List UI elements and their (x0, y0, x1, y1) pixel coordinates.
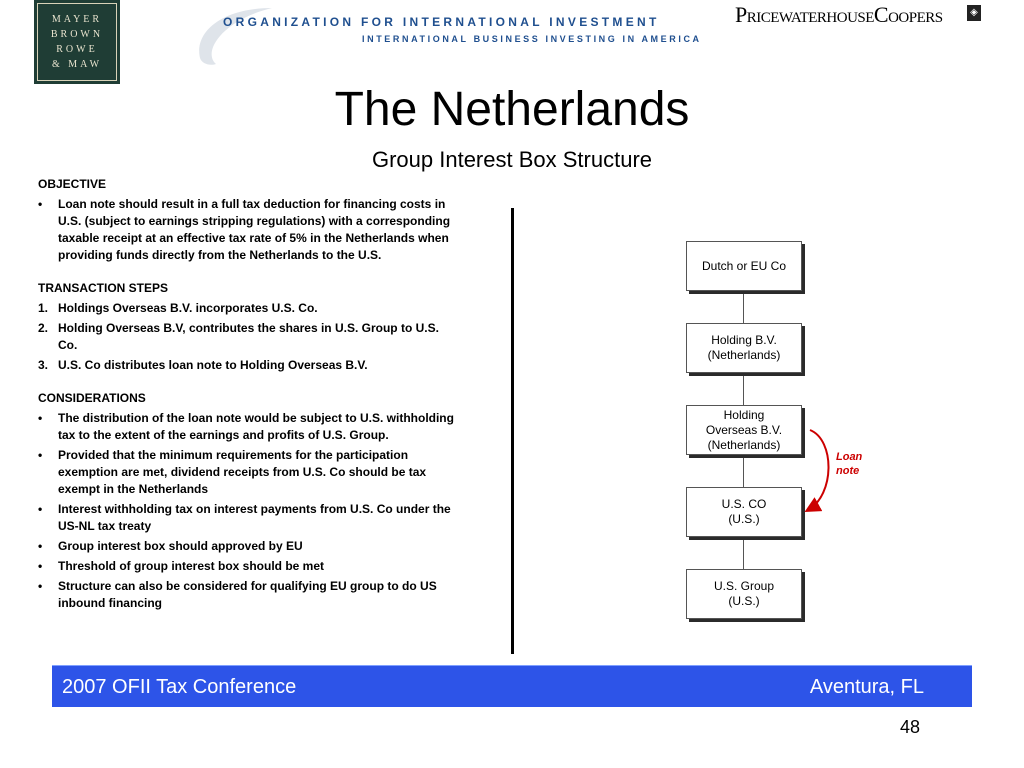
entity-box-us-co: U.S. CO (U.S.) (686, 487, 802, 537)
list-item: • Interest withholding tax on interest payments from U.S. Co under the US-NL tax treaty (38, 502, 451, 533)
list-item: 3. U.S. Co distributes loan note to Holding Overseas B.V. (38, 358, 368, 372)
connector-line (743, 537, 744, 569)
entity-box-holding-bv: Holding B.V. (Netherlands) (686, 323, 802, 373)
steps-heading: TRANSACTION STEPS (38, 281, 169, 295)
logo-line: MAYER (51, 13, 103, 25)
connector-line (743, 373, 744, 405)
slide-title: The Netherlands (334, 83, 690, 136)
list-item: • Structure can also be considered for qualifying EU group to do US inbound financing (38, 579, 437, 610)
entity-box-holding-overseas-bv: Holding Overseas B.V. (Netherlands) (686, 405, 802, 455)
list-item: 2. Holding Overseas B.V, contributes the shares in U.S. Group to U.S. Co. (38, 321, 439, 352)
slide-subtitle: Group Interest Box Structure (371, 147, 653, 172)
page-number: 48 (900, 717, 921, 737)
pwc-mark-icon: ◈ (967, 5, 981, 21)
considerations-heading: CONSIDERATIONS (38, 391, 146, 405)
connector-line (743, 455, 744, 487)
loan-note-label: Loan note (836, 451, 863, 477)
pwc-logo: PricewaterhouseCoopers (735, 2, 943, 27)
ofii-tagline: INTERNATIONAL BUSINESS INVESTING IN AMERICA (362, 34, 702, 44)
list-item: • Provided that the minimum requirements for the participation exemption are met, dividend receipts from U.S. Co should be tax exempt in the Netherlands (38, 448, 427, 496)
entity-box-us-group: U.S. Group (U.S.) (686, 569, 802, 619)
loan-note-arrow-icon (790, 415, 840, 525)
logo-line: ROWE (56, 43, 98, 55)
list-item: • Group interest box should approved by EU (38, 539, 303, 553)
footer-conference: 2007 OFII Tax Conference (62, 676, 297, 698)
logo-line: BROWN (50, 28, 104, 40)
entity-box-dutch-eu-co: Dutch or EU Co (686, 241, 802, 291)
logo-line: & MAW (51, 58, 103, 70)
connector-line (743, 291, 744, 323)
list-item: • Threshold of group interest box should be met (38, 559, 325, 573)
list-item: • Loan note should result in a full tax deduction for financing costs in U.S. (subject to earnings stripping regulations) with a corresponding taxable receipt at an effective tax rate of 5% in the Netherlands when providing funds directly from the Netherlands to the U.S. (38, 197, 451, 262)
ofii-name: ORGANIZATION FOR INTERNATIONAL INVESTMENT (223, 15, 660, 29)
objective-heading: OBJECTIVE (38, 177, 107, 191)
list-item: • The distribution of the loan note would be subject to U.S. withholding tax to the extent of the earnings and profits of U.S. Group. (38, 411, 454, 442)
list-item: 1. Holdings Overseas B.V. incorporates U.S. Co. (38, 301, 318, 315)
footer-location: Aventura, FL (809, 676, 924, 698)
footer-bar (52, 665, 972, 707)
